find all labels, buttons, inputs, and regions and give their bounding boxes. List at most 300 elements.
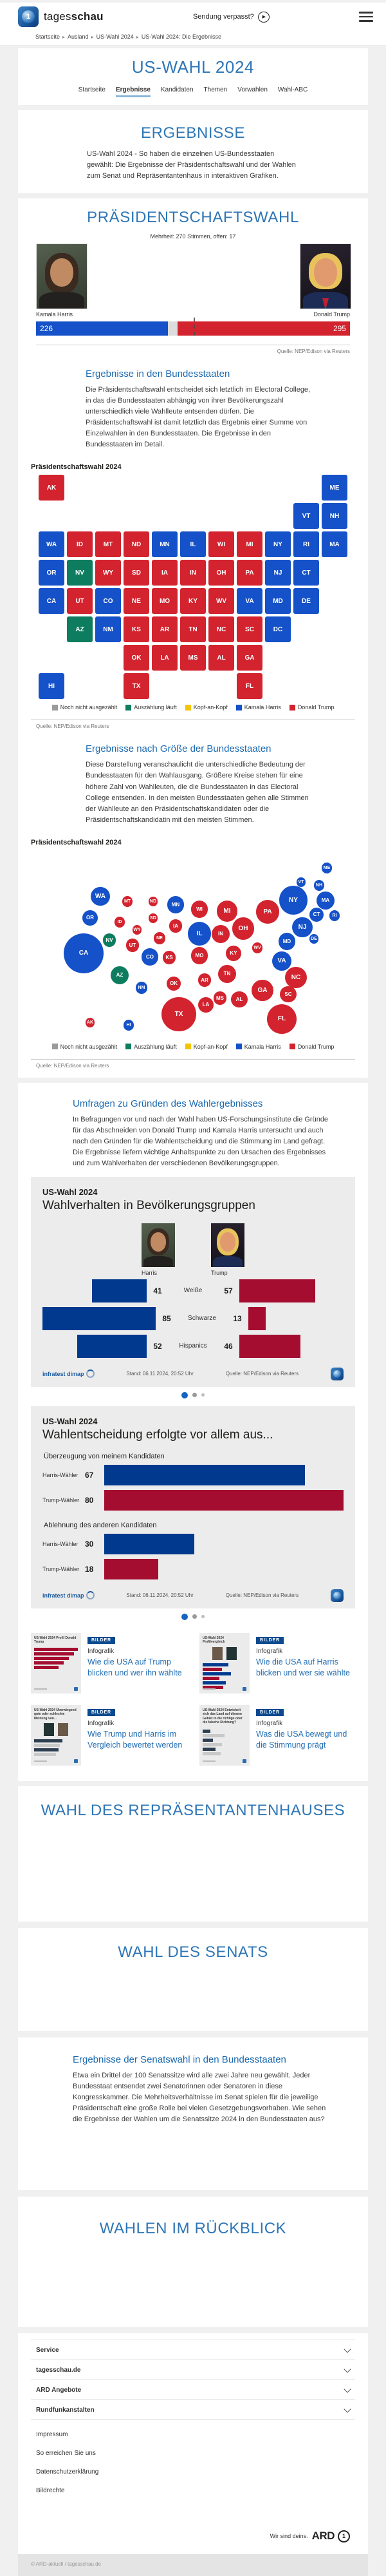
senate-card (18, 1928, 368, 2031)
bubble-state-PA[interactable]: PA (256, 900, 280, 924)
trump-votes-segment (178, 321, 350, 336)
teaser-item[interactable] (31, 1633, 187, 1693)
breadcrumb-item[interactable]: Ausland (68, 33, 89, 40)
map-state-NY[interactable]: NY (265, 531, 291, 557)
harris-bar (42, 1307, 156, 1330)
bubble-state-TX[interactable]: TX (161, 997, 196, 1031)
value-label: 30 (85, 1539, 94, 1549)
sendung-verpasst-link[interactable] (193, 12, 270, 23)
bilder-badge: BILDER (87, 1637, 115, 1644)
voter-group-label: Trump-Wähler (42, 1496, 80, 1503)
carousel-dots (18, 1614, 368, 1620)
bubble-map-legend (31, 1044, 355, 1050)
legend-swatch (125, 705, 131, 711)
legend-item (290, 1044, 335, 1050)
electoral-college-bar (36, 321, 350, 336)
harris-bar-zone (42, 1279, 147, 1302)
carousel-dot[interactable] (192, 1393, 197, 1397)
legend-label: Noch nicht ausgezählt (60, 704, 118, 711)
hero-card (18, 48, 368, 105)
infographic1-footer (42, 1368, 344, 1380)
value-bar (104, 1490, 344, 1511)
footer-link-soerreichensieuns[interactable]: So erreichen Sie uns (36, 2450, 96, 2457)
legend-label: Kopf-an-Kopf (193, 704, 228, 711)
accordion-label: Service (36, 2346, 59, 2354)
candidate-photos-row (31, 243, 355, 318)
us-states-map (39, 475, 347, 699)
infographic2-footer (42, 1589, 344, 1602)
breadcrumb-item[interactable]: Startseite (35, 33, 60, 40)
harris-value: 85 (162, 1313, 171, 1323)
surveys-heading: Umfragen zu Gründen des Wahlergebnisses (73, 1098, 263, 1109)
bubble-state-OR[interactable]: OR (82, 910, 98, 926)
teaser-item[interactable] (31, 1705, 187, 1766)
map-state-MN[interactable]: MN (152, 531, 178, 557)
bubble-state-WI[interactable]: WI (191, 901, 208, 918)
tab-vorwahlen[interactable]: Vorwahlen (237, 86, 268, 93)
bubble-state-ME[interactable]: ME (322, 863, 333, 873)
map-state-GA[interactable]: GA (237, 645, 262, 671)
legend-item (236, 1044, 281, 1050)
accordion-label: tagesschau.de (36, 2366, 81, 2374)
breadcrumb-separator: ▸ (136, 34, 139, 40)
infographic1-title: Wahlverhalten in Bevölkerungsgruppen (42, 1198, 255, 1212)
teaser-kicker: Infografik (87, 1647, 115, 1655)
demographics-chart (42, 1279, 344, 1359)
bubble-state-ND[interactable]: ND (149, 897, 158, 906)
voter-group-label: Harris-Wähler (42, 1540, 78, 1547)
map-state-ME[interactable]: ME (322, 475, 347, 501)
bubble-state-AK[interactable]: AK (86, 1018, 95, 1027)
harris-label: Harris (142, 1269, 157, 1276)
breadcrumb (0, 30, 386, 46)
footer-link-impressum[interactable]: Impressum (36, 2431, 68, 2439)
map-state-VA[interactable]: VA (237, 588, 262, 614)
map-state-FL[interactable]: FL (237, 673, 262, 699)
teaser-kicker: Infografik (256, 1647, 283, 1655)
map-state-OR[interactable]: OR (39, 560, 64, 586)
trump-photo (300, 243, 351, 309)
bar-zone (104, 1465, 344, 1485)
bubble-state-TN[interactable]: TN (218, 965, 236, 983)
copyright-bar: © ARD-aktuell / tagesschau.de (18, 2554, 368, 2576)
value-bar (104, 1534, 194, 1554)
bubble-state-WY[interactable]: WY (133, 925, 142, 935)
bar-zone (104, 1559, 344, 1579)
footer-accordion-rundfunkanstalten[interactable] (31, 2400, 355, 2420)
trump-bar-zone (248, 1307, 344, 1330)
decision-row (42, 1533, 344, 1555)
infographic-demographics (31, 1177, 355, 1387)
tagesschau-wordmark: tagesschau (44, 10, 104, 23)
map-state-WV[interactable]: WV (208, 588, 234, 614)
map-state-OK[interactable]: OK (124, 645, 149, 671)
site-header (0, 3, 386, 30)
bubble-state-IA[interactable]: IA (169, 919, 183, 933)
bilder-badge: BILDER (87, 1709, 115, 1716)
demographics-row (42, 1279, 344, 1303)
bubble-state-DE[interactable]: DE (309, 934, 319, 944)
majority-note: Mehrheit: 270 Stimmen, offen: 17 (150, 233, 236, 240)
legend-label: Auszählung läuft (134, 1043, 177, 1050)
house-title: WAHL DES REPRÄSENTANTENHAUSES (41, 1801, 345, 1819)
map-state-KY[interactable]: KY (180, 588, 206, 614)
decision-row (42, 1558, 344, 1580)
map-state-MD[interactable]: MD (265, 588, 291, 614)
surveys-text: In Befragungen vor und nach der Wahl haben US-Forschungsinstitute die Gründe für das Abschneiden von Donald Trump und Kamala Harris untersucht und auch nach den Gründen für die Wahlentscheidung und die Stimmung im Land gefragt. Die Ergebnisse liefern wichtige Anhaltspunkte zu den Ursachen des Ergebnisses und zum Wahlverhalten der verschiedenen Bevölkerungsgruppen. (73, 1115, 329, 1167)
accordion-label: Rundfunkanstalten (36, 2406, 95, 2414)
demographics-row (42, 1306, 344, 1331)
trump-label: Trump (211, 1269, 228, 1276)
map-state-NM[interactable]: NM (95, 616, 121, 642)
bubble-state-KS[interactable]: KS (163, 951, 176, 964)
sendung-verpasst-label: Sendung verpasst? (192, 13, 254, 21)
bubble-state-UT[interactable]: UT (126, 939, 140, 952)
teaser-text (256, 1633, 355, 1693)
intro-card (18, 110, 368, 193)
bubble-state-AR[interactable]: AR (198, 973, 212, 987)
bubble-state-NJ[interactable]: NJ (292, 917, 312, 937)
legend-item (236, 704, 281, 711)
map-legend (31, 704, 355, 711)
chevron-down-icon (344, 2365, 351, 2372)
map-state-KS[interactable]: KS (124, 616, 149, 642)
tab-themen[interactable]: Themen (203, 86, 228, 93)
stand-label: Stand: 06.11.2024, 20:52 Uhr (126, 1371, 194, 1377)
harris-value: 52 (153, 1341, 162, 1351)
legend-swatch (236, 705, 242, 711)
legend-item (125, 1044, 177, 1050)
decision-row (42, 1489, 344, 1511)
teaser-text (256, 1705, 355, 1766)
trump-thumb (211, 1223, 244, 1276)
teaser-title: Wie die USA auf Harris blicken und wer sie wählte (256, 1657, 350, 1677)
state-results-text: Die Präsidentschaftswahl entscheidet sich letztlich im Electoral College, in das die Bundesstaaten abhängig von ihrer Bevölkerungszahl unterschiedlich viele Wahlleute entsenden dürfen. Die Präsidentschaftswahl ist damit letztlich das Ergebnis einer Summe von Einzelwahlen in den Bundesstaaten. Die Ergebnisse in den Bundesstaaten im Detail. (86, 386, 311, 449)
president-card (18, 198, 368, 1078)
bubble-state-MS[interactable]: MS (214, 991, 227, 1005)
value-bar (104, 1465, 305, 1485)
harris-bar-zone (42, 1335, 147, 1358)
bubble-state-CO[interactable]: CO (142, 948, 159, 966)
infratest-dimap-logo: infratest dimap (42, 1369, 95, 1378)
map-state-IA[interactable]: IA (152, 560, 178, 586)
tab-wahlabc[interactable]: Wahl-ABC (277, 86, 308, 93)
map-state-PA[interactable]: PA (237, 560, 262, 586)
bubble-state-CT[interactable]: CT (309, 908, 324, 922)
map-state-ID[interactable]: ID (67, 531, 93, 557)
bubble-state-FL[interactable]: FL (267, 1004, 297, 1034)
bubble-state-VT[interactable]: VT (297, 877, 306, 887)
bubble-state-NE[interactable]: NE (154, 932, 166, 944)
map-state-OH[interactable]: OH (208, 560, 234, 586)
bubble-state-MT[interactable]: MT (122, 896, 133, 907)
footer-accordion-tagesschaude[interactable] (31, 2360, 355, 2380)
bubble-state-MA[interactable]: MA (317, 892, 335, 910)
footer-link-datenschutzerklrung[interactable]: Datenschutzerklärung (36, 2468, 99, 2476)
bubble-state-NV[interactable]: NV (103, 933, 116, 947)
map-state-NJ[interactable]: NJ (265, 560, 291, 586)
harris-bar-zone (42, 1307, 156, 1330)
bubble-state-NC[interactable]: NC (285, 967, 307, 989)
house-placeholder (18, 1825, 368, 1922)
trump-value: 13 (233, 1313, 242, 1323)
map-state-NE[interactable]: NE (124, 588, 149, 614)
carousel-dot-active[interactable] (181, 1392, 188, 1398)
map-state-WY[interactable]: WY (95, 560, 121, 586)
senate-title: WAHL DES SENATS (118, 1943, 268, 1961)
legend-item (185, 704, 228, 711)
tagesschau-logo-icon: 1 (18, 6, 39, 27)
footer-links (31, 2420, 355, 2500)
source-label: Quelle: NEP/Edison via Reuters (225, 1592, 299, 1599)
harris-thumb (142, 1223, 175, 1276)
map-state-LA[interactable]: LA (152, 645, 178, 671)
infographic-teasers (18, 1623, 368, 1779)
senate-results-heading: Ergebnisse der Senatswahl in den Bundesstaaten (73, 2054, 286, 2065)
tab-startseite[interactable]: Startseite (78, 86, 106, 93)
map-state-MA[interactable]: MA (322, 531, 347, 557)
bubble-state-MN[interactable]: MN (167, 896, 185, 913)
map-state-AK[interactable]: AK (39, 475, 64, 501)
bubble-state-NY[interactable]: NY (279, 886, 308, 914)
harris-name: Kamala Harris (36, 311, 73, 318)
majority-line (194, 318, 195, 336)
bubble-state-ID[interactable]: ID (115, 917, 125, 928)
breadcrumb-item[interactable]: US-Wahl 2024 (96, 33, 134, 40)
trump-bar (239, 1335, 300, 1358)
legend-label: Donald Trump (297, 1043, 335, 1050)
president-source: Quelle: NEP/Edison via Reuters (277, 348, 350, 355)
carousel-dot[interactable] (192, 1614, 197, 1619)
map-state-CA[interactable]: CA (39, 588, 64, 614)
ard-claim: Wir sind deins. (270, 2533, 308, 2540)
bubble-state-VA[interactable]: VA (272, 951, 291, 971)
senate-placeholder (18, 1967, 368, 2031)
map-state-MS[interactable]: MS (180, 645, 206, 671)
harris-candidate (36, 243, 86, 318)
tab-kandidaten[interactable]: Kandidaten (160, 86, 194, 93)
trump-name: Donald Trump (313, 311, 350, 318)
legend-item (52, 704, 118, 711)
infographic2-title: Wahlentscheidung erfolgte vor allem aus... (42, 1427, 273, 1442)
accordion-label: ARD Angebote (36, 2386, 82, 2394)
legend-swatch (125, 1044, 131, 1049)
bubble-state-SC[interactable]: SC (280, 986, 296, 1002)
map-state-MT[interactable]: MT (95, 531, 121, 557)
tagesschau-mini-logo (331, 1368, 344, 1380)
footer-accordion-ardangebote[interactable] (31, 2380, 355, 2400)
legend-swatch (185, 1044, 191, 1049)
voter-group-label: Trump-Wähler (42, 1565, 80, 1572)
legend-swatch (290, 705, 295, 711)
category-label: Weiße (183, 1287, 203, 1295)
chevron-down-icon (344, 2385, 351, 2392)
bubble-state-AL[interactable]: AL (231, 991, 247, 1007)
senate-results-card (18, 2037, 368, 2190)
category-label: Schwarze (188, 1315, 216, 1322)
breadcrumb-item[interactable]: US-Wahl 2024: Die Ergebnisse (141, 33, 222, 40)
legend-item (290, 704, 335, 711)
bar-zone (104, 1534, 344, 1554)
bubble-state-KY[interactable]: KY (226, 946, 241, 961)
harris-votes-segment (36, 321, 168, 336)
size-results-heading: Ergebnisse nach Größe der Bundesstaaten (86, 743, 271, 755)
footer-accordions (31, 2340, 355, 2420)
legend-label: Auszählung läuft (134, 704, 177, 711)
harris-votes-value: 226 (40, 324, 53, 334)
category-label: Hispanics (179, 1342, 207, 1350)
map-state-IN[interactable]: IN (180, 560, 206, 586)
bubble-state-NM[interactable]: NM (136, 982, 148, 994)
house-card (18, 1786, 368, 1922)
breadcrumb-separator: ▸ (91, 34, 94, 40)
map-state-UT[interactable]: UT (67, 588, 93, 614)
bubble-state-SD[interactable]: SD (149, 913, 158, 923)
harris-bar (77, 1335, 147, 1358)
legend-label: Kamala Harris (244, 1043, 281, 1050)
map-state-ND[interactable]: ND (124, 531, 149, 557)
map-state-WI[interactable]: WI (208, 531, 234, 557)
intro-text: US-Wahl 2024 - So haben die einzelnen US-Bundesstaaten gewählt: Die Ergebnisse der Präsidentschaftswahl und der Wahlen zum Senat und Repräsentantenhaus in interaktiven Grafiken. (87, 150, 296, 180)
value-label: 67 (85, 1470, 94, 1480)
demographics-row (42, 1334, 344, 1359)
map-state-NV[interactable]: NV (67, 560, 93, 586)
harris-photo-small (142, 1223, 175, 1267)
bubble-state-OH[interactable]: OH (232, 917, 255, 940)
bubble-state-LA[interactable]: LA (198, 997, 214, 1013)
bubble-state-HI[interactable]: HI (124, 1020, 134, 1031)
tab-ergebnisse[interactable]: Ergebnisse (116, 86, 151, 97)
carousel-dot-active[interactable] (181, 1614, 188, 1620)
legend-item (125, 704, 177, 711)
bubble-state-MI[interactable]: MI (217, 901, 238, 922)
map-state-VT[interactable]: VT (293, 503, 319, 529)
map-state-NH[interactable]: NH (322, 503, 347, 529)
teaser-item[interactable] (199, 1705, 355, 1766)
map-state-RI[interactable]: RI (293, 531, 319, 557)
trump-bar-zone (239, 1279, 344, 1302)
map-state-MO[interactable]: MO (152, 588, 178, 614)
decision-group-label: Überzeugung von meinem Kandidaten (44, 1452, 165, 1460)
map-state-TN[interactable]: TN (180, 616, 206, 642)
map-state-AL[interactable]: AL (208, 645, 234, 671)
map-state-TX[interactable]: TX (124, 673, 149, 699)
trump-value: 57 (224, 1286, 233, 1295)
infographic1-kicker: US-Wahl 2024 (42, 1187, 98, 1197)
trump-bar-zone (239, 1335, 344, 1358)
bubble-state-IN[interactable]: IN (212, 925, 230, 943)
map-state-AZ[interactable]: AZ (67, 616, 93, 642)
teaser-thumbnail: US-Wahl 2024 Überwiegend gute oder schlechte Meinung von... (31, 1705, 81, 1766)
intro-title: ERGEBNISSE (140, 124, 246, 142)
infratest-dimap-logo: infratest dimap (42, 1591, 95, 1599)
bubble-state-MD[interactable]: MD (279, 933, 296, 950)
map-state-CO[interactable]: CO (95, 588, 121, 614)
teaser-kicker: Infografik (87, 1719, 115, 1727)
surveys-card (18, 1083, 368, 1781)
bilder-badge: BILDER (256, 1637, 284, 1644)
legend-item (185, 1044, 228, 1050)
bilder-badge: BILDER (256, 1709, 284, 1716)
legend-label: Kamala Harris (244, 704, 281, 711)
bubble-state-CA[interactable]: CA (64, 933, 104, 973)
legend-label: Noch nicht ausgezählt (60, 1043, 118, 1050)
bubble-state-WA[interactable]: WA (91, 887, 109, 906)
bubble-state-AZ[interactable]: AZ (111, 966, 129, 984)
legend-swatch (236, 1044, 242, 1049)
map-state-AR[interactable]: AR (152, 616, 178, 642)
map-state-SC[interactable]: SC (237, 616, 262, 642)
legend-label: Donald Trump (297, 704, 335, 711)
infographic1-photos (42, 1223, 344, 1276)
source-label: Quelle: NEP/Edison via Reuters (225, 1371, 299, 1377)
carousel-dot[interactable] (201, 1615, 205, 1618)
trump-candidate (300, 243, 350, 318)
bubble-state-WV[interactable]: WV (252, 942, 263, 953)
bubble-state-OK[interactable]: OK (167, 977, 181, 991)
bubble-state-RI[interactable]: RI (329, 910, 340, 921)
page-footer (18, 2333, 368, 2554)
bubble-state-GA[interactable]: GA (252, 980, 273, 1002)
divider (31, 1059, 355, 1060)
bubble-map-title: Präsidentschaftswahl 2024 (31, 838, 122, 846)
map-state-SD[interactable]: SD (124, 560, 149, 586)
teaser-item[interactable] (199, 1633, 355, 1693)
map-state-CT[interactable]: CT (293, 560, 319, 586)
value-label: 18 (85, 1564, 94, 1574)
legend-swatch (290, 1044, 295, 1049)
map-state-DE[interactable]: DE (293, 588, 319, 614)
ard-one-icon: 1 (338, 2530, 350, 2543)
map-state-HI[interactable]: HI (39, 673, 64, 699)
legend-label: Kopf-an-Kopf (193, 1043, 228, 1050)
hamburger-menu-icon[interactable] (359, 12, 373, 22)
infographic2-kicker: US-Wahl 2024 (42, 1416, 98, 1426)
legend-item (52, 1044, 118, 1050)
map-state-NC[interactable]: NC (208, 616, 234, 642)
tagesschau-logo[interactable] (18, 6, 104, 27)
map-state-WA[interactable]: WA (39, 531, 64, 557)
teaser-kicker: Infografik (256, 1719, 283, 1727)
us-states-bubble-map (31, 850, 355, 1038)
ard-logo[interactable] (31, 2500, 355, 2554)
senate-map-placeholder (18, 2129, 368, 2190)
map-source: Quelle: NEP/Edison via Reuters (36, 723, 109, 730)
map-state-IL[interactable]: IL (180, 531, 206, 557)
footer-link-bildrechte[interactable]: Bildrechte (36, 2487, 65, 2495)
trump-bar (248, 1307, 266, 1330)
map-state-MI[interactable]: MI (237, 531, 262, 557)
decision-chart (42, 1453, 344, 1580)
play-icon: ▶ (258, 12, 270, 23)
bubble-state-IL[interactable]: IL (188, 922, 212, 946)
breadcrumb-separator: ▸ (62, 34, 66, 40)
size-results-text: Diese Darstellung veranschaulicht die unterschiedliche Bedeutung der Bundesstaaten für den Wahlausgang. Größere Kreise stehen für eine höhere Zahl von Wahlleuten, die die Bundesstaaten in das Electoral College entsenden. In den meisten Bundesstaaten gehen alle Stimmen der Wahlleute an den Präsidentschaftskandidaten oder die Präsidentschaftskandidatin mit den meisten Stimmen. (86, 761, 309, 824)
map-title: Präsidentschaftswahl 2024 (31, 463, 122, 472)
harris-photo (36, 243, 87, 309)
bubble-state-NH[interactable]: NH (314, 880, 325, 891)
review-title: WAHLEN IM RÜCKBLICK (99, 2220, 287, 2238)
trump-value: 46 (224, 1341, 233, 1351)
carousel-dot[interactable] (201, 1393, 205, 1397)
bubble-state-MO[interactable]: MO (191, 947, 208, 964)
state-results-heading: Ergebnisse in den Bundesstaaten (86, 368, 230, 380)
value-bar (104, 1559, 158, 1579)
footer-accordion-service[interactable] (31, 2340, 355, 2360)
map-state-DC[interactable]: DC (265, 616, 291, 642)
teaser-title: Wie die USA auf Trump blicken und wer ihn wählte (87, 1657, 182, 1677)
harris-bar (92, 1279, 147, 1302)
